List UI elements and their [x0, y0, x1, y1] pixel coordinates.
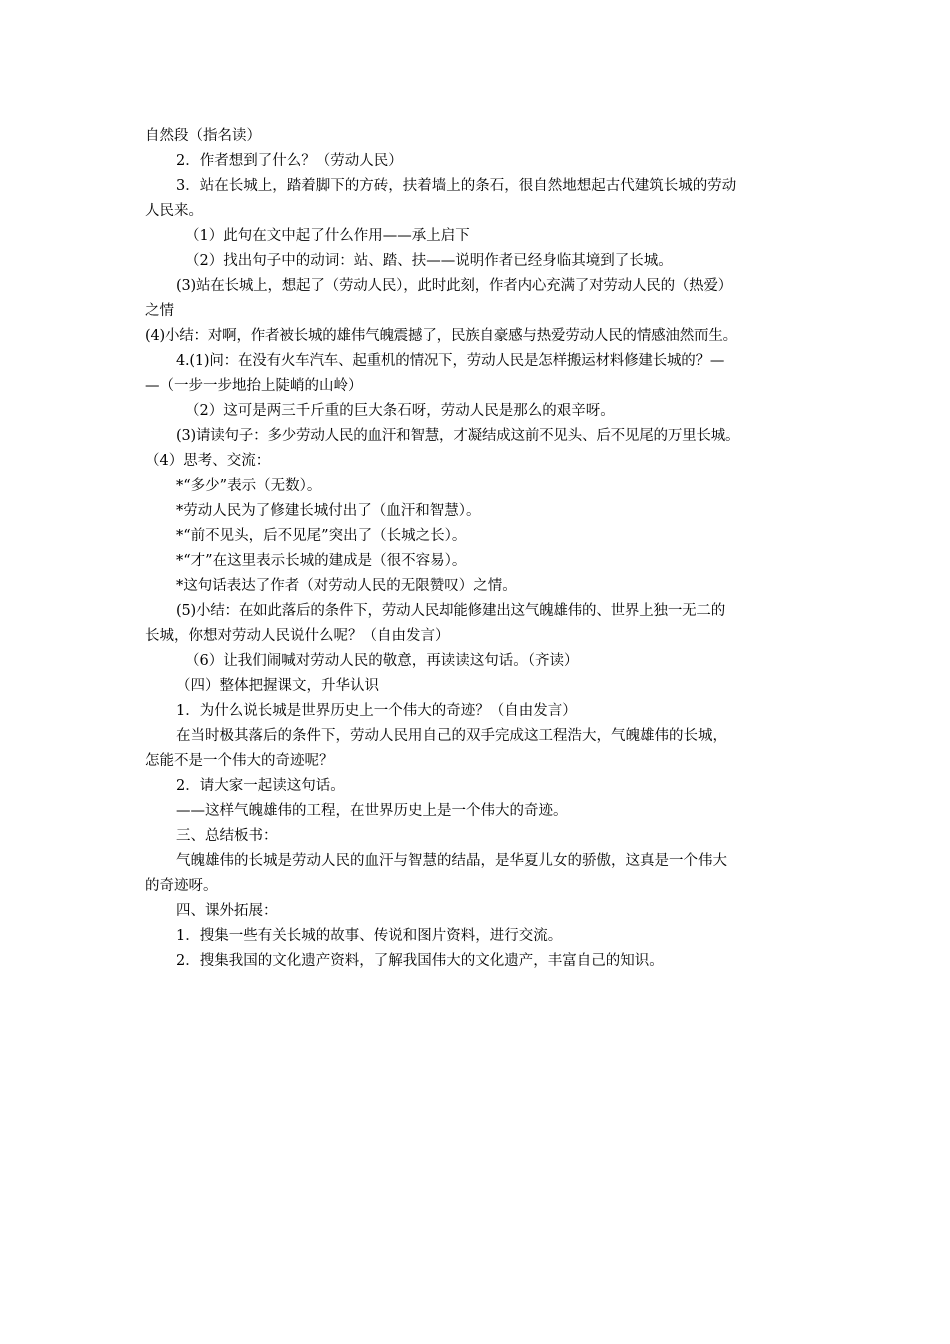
text-line: 的奇迹呀。	[145, 878, 218, 894]
text-line: ——这样气魄雄伟的工程，在世界历史上是一个伟大的奇迹。	[176, 803, 568, 819]
text-line: *这句话表达了作者（对劳动人民的无限赞叹）之情。	[176, 578, 517, 594]
section-heading: 三、总结板书：	[176, 828, 278, 844]
text-line: *“前不见头，后不见尾”突出了（长城之长）。	[176, 528, 467, 544]
section-heading: （四）整体把握课文，升华认识	[176, 678, 379, 694]
text-line: 4.(1)问：在没有火车汽车、起重机的情况下，劳动人民是怎样搬运材料修建长城的？—	[176, 353, 725, 369]
section-heading: 四、课外拓展：	[176, 903, 278, 919]
text-line: 在当时极其落后的条件下，劳动人民用自己的双手完成这工程浩大，气魄雄伟的长城，	[176, 728, 727, 744]
text-line: *“才”在这里表示长城的建成是（很不容易）。	[176, 553, 467, 569]
text-line: 1．搜集一些有关长城的故事、传说和图片资料，进行交流。	[176, 928, 563, 944]
text-line: 人民来。	[145, 203, 203, 219]
text-line: 气魄雄伟的长城是劳动人民的血汗与智慧的结晶，是华夏儿女的骄傲，这真是一个伟大	[176, 853, 727, 869]
text-line: （4）思考、交流：	[145, 453, 271, 469]
text-line: 怎能不是一个伟大的奇迹呢？	[145, 753, 334, 769]
text-line: (4)小结：对啊，作者被长城的雄伟气魄震撼了，民族自豪感与热爱劳动人民的情感油然而生。	[145, 328, 737, 344]
text-line: 3．站在长城上，踏着脚下的方砖，扶着墙上的条石，很自然地想起古代建筑长城的劳动	[176, 178, 737, 194]
text-line: （2）这可是两三千斤重的巨大条石呀，劳动人民是那么的艰辛呀。	[185, 403, 615, 419]
text-line: (5)小结：在如此落后的条件下，劳动人民却能修建出这气魄雄伟的、世界上独一无二的	[176, 603, 726, 619]
text-line: （2）找出句子中的动词：站、踏、扶——说明作者已经身临其境到了长城。	[185, 253, 673, 269]
text-line: 1．为什么说长城是世界历史上一个伟大的奇迹？（自由发言）	[176, 703, 577, 719]
text-line: 2．请大家一起读这句话。	[176, 778, 345, 794]
document-body	[145, 124, 807, 974]
text-line: （1）此句在文中起了什么作用——承上启下	[185, 228, 470, 244]
text-line: *“多少”表示（无数）。	[176, 478, 322, 494]
text-line: 长城，你想对劳动人民说什么呢？（自由发言）	[145, 628, 450, 644]
text-line: 2．作者想到了什么？（劳动人民）	[176, 153, 403, 169]
text-line: (3)站在长城上，想起了（劳动人民），此时此刻，作者内心充满了对劳动人民的（热爱）	[176, 278, 733, 294]
text-line: （6）让我们闹喊对劳动人民的敬意，再读读这句话。（齐读）	[185, 653, 579, 669]
text-line: *劳动人民为了修建长城付出了（血汗和智慧）。	[176, 503, 481, 519]
text-line: 2．搜集我国的文化遗产资料，了解我国伟大的文化遗产，丰富自己的知识。	[176, 953, 664, 969]
text-line: (3)请读句子：多少劳动人民的血汗和智慧，才凝结成这前不见头、后不见尾的万里长城。	[176, 428, 740, 444]
text-line: —（一步一步地抬上陡峭的山岭）	[145, 378, 363, 394]
text-line: 自然段（指名读）	[145, 128, 261, 144]
text-line: 之情	[145, 303, 174, 319]
